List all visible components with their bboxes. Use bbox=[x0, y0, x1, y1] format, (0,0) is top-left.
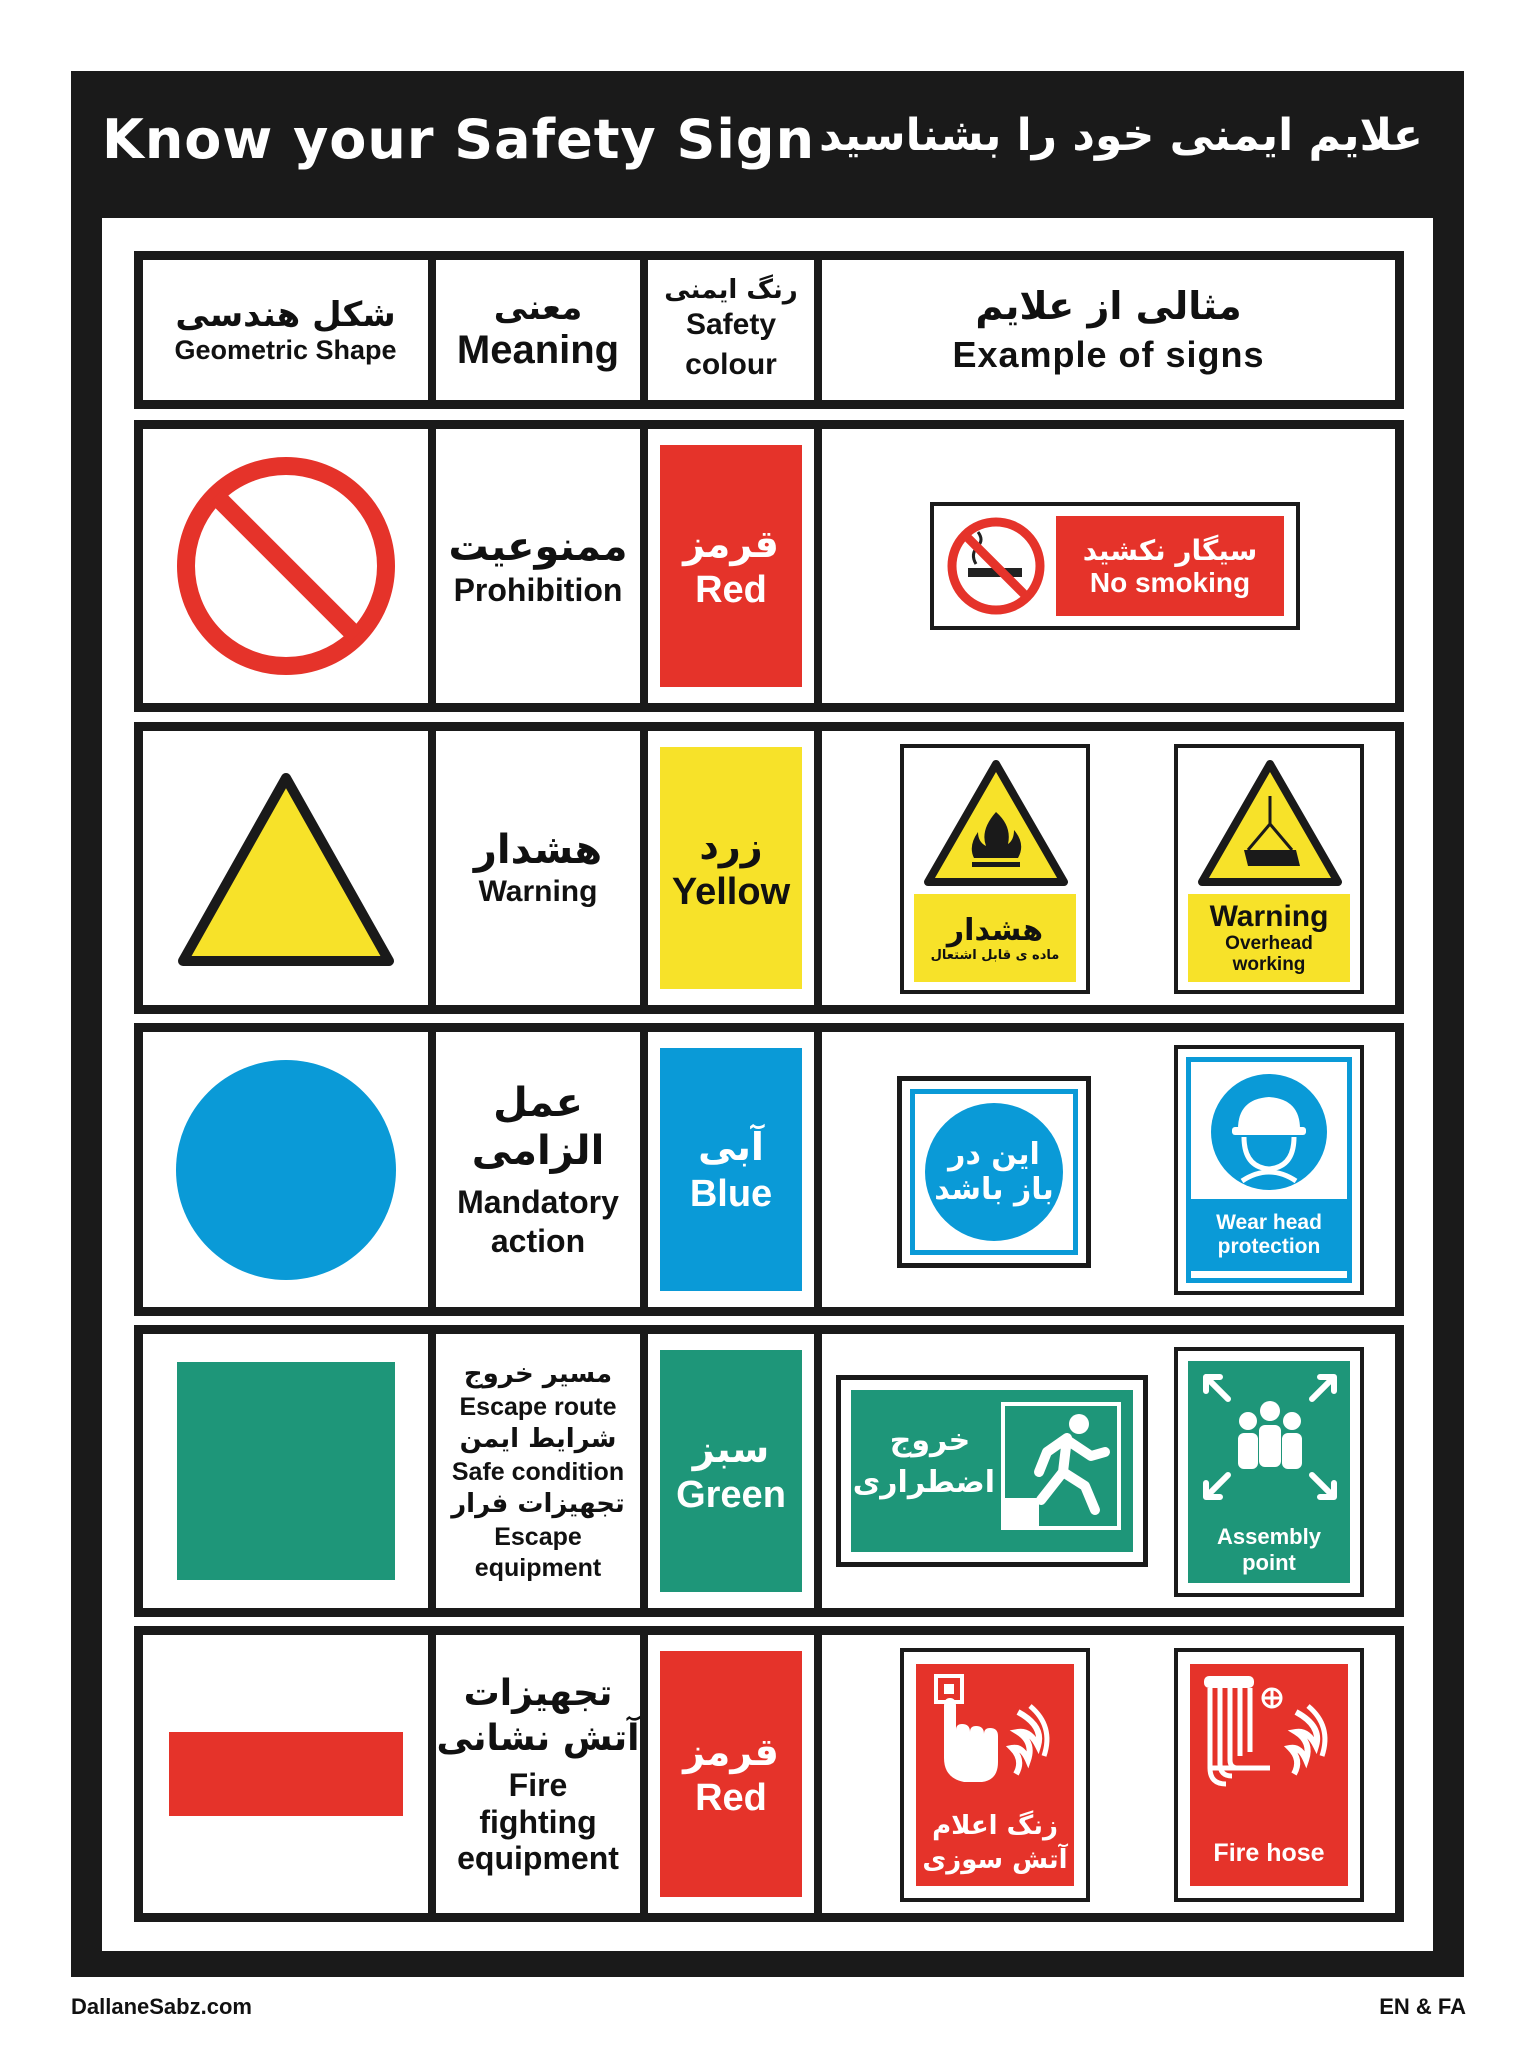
colour-cell bbox=[648, 731, 814, 1005]
fire-alarm-sign bbox=[900, 1648, 1090, 1902]
no-smoking-sign bbox=[930, 502, 1300, 630]
fire-alarm-icon bbox=[922, 1672, 1062, 1812]
assembly-point-icon bbox=[1196, 1367, 1344, 1507]
colour-en: Blue bbox=[689, 1172, 773, 1215]
header-shape-en: Geometric Shape bbox=[174, 334, 397, 365]
meaning-fa: ممنوعیت bbox=[448, 523, 628, 570]
colour-cell bbox=[648, 1635, 814, 1913]
meaning-en: Mandatory bbox=[457, 1184, 619, 1221]
fire-hose-icon bbox=[1196, 1672, 1342, 1822]
footer-language: EN & FA bbox=[1379, 1994, 1466, 2019]
meaning-en: Prohibition bbox=[453, 571, 623, 608]
meaning-fa: تجهیزات bbox=[463, 1672, 613, 1714]
shape-cell bbox=[143, 1334, 428, 1608]
example-cell bbox=[822, 1334, 1395, 1608]
meaning-fa: هشدار bbox=[473, 827, 603, 873]
colour-swatch-green bbox=[660, 1350, 802, 1592]
no-smoking-icon bbox=[946, 516, 1046, 616]
head-protection-label bbox=[1191, 1199, 1347, 1271]
meaning-en2: Safe condition bbox=[451, 1457, 625, 1486]
fire-hose-text-en: Fire hose bbox=[1213, 1839, 1325, 1867]
exit-text-fa: خروج bbox=[889, 1423, 971, 1458]
flammable-sign bbox=[900, 744, 1090, 994]
meaning-en3: equipment bbox=[457, 1840, 619, 1877]
assembly-text-en2: point bbox=[1242, 1549, 1296, 1575]
keep-open-border bbox=[910, 1089, 1078, 1255]
flammable-icon bbox=[922, 758, 1070, 888]
fire-hose-label bbox=[1190, 1839, 1348, 1868]
header-meaning-en: Meaning bbox=[456, 327, 620, 372]
no-smoking-label bbox=[1056, 516, 1284, 616]
fire-alarm-text-fa: زنگ اعلام bbox=[932, 1811, 1058, 1842]
meaning-cell bbox=[436, 429, 640, 703]
no-smoking-text-fa: سیگار نکشید bbox=[1082, 533, 1258, 567]
shape-cell bbox=[143, 731, 428, 1005]
overhead-text-en: Warning bbox=[1209, 900, 1329, 934]
shape-cell bbox=[143, 429, 428, 703]
mandatory-circle-icon bbox=[171, 1055, 401, 1285]
colour-fa: قرمز bbox=[683, 1729, 779, 1774]
meaning-en3: Escape bbox=[494, 1522, 582, 1551]
fire-alarm-panel bbox=[916, 1664, 1074, 1886]
fire-hose-panel bbox=[1190, 1664, 1348, 1886]
keep-open-text-fa: این در bbox=[948, 1137, 1040, 1172]
colour-swatch-red bbox=[660, 445, 802, 687]
colour-fa: زرد bbox=[699, 823, 763, 868]
meaning-cell bbox=[436, 1032, 640, 1307]
flammable-text-fa: هشدار bbox=[946, 913, 1044, 948]
title-persian: علایم ایمنی خود را بشناسید bbox=[818, 110, 1423, 161]
overhead-text-en3: working bbox=[1232, 954, 1306, 975]
head-protection-sign bbox=[1174, 1045, 1364, 1295]
row-safe-condition bbox=[134, 1325, 1404, 1617]
meaning-fa2: آتش نشانی bbox=[436, 1717, 640, 1759]
fire-hose-sign bbox=[1174, 1648, 1364, 1902]
colour-cell bbox=[648, 429, 814, 703]
assembly-label bbox=[1188, 1524, 1350, 1575]
colour-swatch-red bbox=[660, 1651, 802, 1897]
meaning-fa: عمل bbox=[493, 1080, 583, 1127]
table-header-row bbox=[134, 251, 1404, 409]
header-example-en: Example of signs bbox=[952, 334, 1265, 375]
emergency-exit-sign bbox=[836, 1375, 1148, 1567]
colour-en: Red bbox=[695, 569, 767, 612]
safe-square-icon bbox=[177, 1362, 395, 1580]
header-example bbox=[822, 260, 1395, 400]
overhead-label bbox=[1188, 894, 1350, 982]
prohibition-circle-icon bbox=[171, 451, 401, 681]
meaning-en: Fire bbox=[508, 1766, 568, 1803]
colour-en: Yellow bbox=[671, 871, 791, 914]
meaning-fa2: شرایط ایمن bbox=[459, 1423, 617, 1454]
no-smoking-text-en: No smoking bbox=[1089, 566, 1251, 598]
example-cell bbox=[822, 429, 1395, 703]
meaning-en4: equipment bbox=[474, 1553, 602, 1582]
keep-door-open-sign bbox=[897, 1076, 1091, 1268]
fire-alarm-label bbox=[916, 1810, 1074, 1878]
overhead-text-en2: Overhead bbox=[1225, 933, 1313, 955]
colour-fa: قرمز bbox=[683, 521, 779, 566]
header-colour-fa: رنگ ایمنی bbox=[664, 274, 798, 305]
meaning-cell bbox=[436, 1334, 640, 1608]
flammable-text-fa2: ماده ی قابل اشتعال bbox=[930, 948, 1060, 963]
overhead-working-sign bbox=[1174, 744, 1364, 994]
header-example-fa: مثالی از علایم bbox=[975, 284, 1242, 328]
overhead-load-icon bbox=[1196, 758, 1344, 888]
colour-fa: آبی bbox=[698, 1125, 764, 1170]
meaning-en2: action bbox=[490, 1222, 586, 1259]
meaning-en: Escape route bbox=[459, 1392, 617, 1421]
hard-hat-icon bbox=[1208, 1071, 1330, 1193]
meaning-cell bbox=[436, 731, 640, 1005]
head-protection-text-en: Wear head bbox=[1216, 1211, 1322, 1234]
meaning-fa: مسیر خروج bbox=[463, 1358, 613, 1389]
meaning-en2: fighting bbox=[479, 1803, 597, 1840]
keep-open-text-fa2: باز باشد bbox=[934, 1172, 1054, 1207]
row-fire-fighting bbox=[134, 1626, 1404, 1922]
meaning-en: Warning bbox=[478, 875, 598, 908]
row-prohibition bbox=[134, 420, 1404, 712]
example-cell bbox=[822, 731, 1395, 1005]
assembly-point-sign bbox=[1174, 1347, 1364, 1597]
colour-en: Red bbox=[695, 1777, 767, 1820]
warning-triangle-icon bbox=[171, 763, 401, 973]
head-protection-text-en2: protection bbox=[1217, 1235, 1321, 1258]
title-english: Know your Safety Sign bbox=[102, 108, 816, 171]
colour-cell bbox=[648, 1334, 814, 1608]
header-colour-en2: colour bbox=[685, 348, 777, 381]
assembly-text-en: Assembly bbox=[1217, 1524, 1321, 1550]
header-colour-en1: Safety bbox=[685, 307, 777, 341]
exit-label bbox=[852, 1420, 995, 1504]
meaning-fa3: تجهیزات فرار bbox=[451, 1488, 625, 1519]
header-shape-fa: شکل هندسی bbox=[175, 294, 396, 335]
colour-swatch-yellow bbox=[660, 747, 802, 989]
header-colour bbox=[648, 260, 814, 400]
colour-swatch-blue bbox=[660, 1048, 802, 1291]
header-shape bbox=[143, 260, 428, 400]
meaning-fa2: الزامی bbox=[471, 1128, 605, 1175]
footer-website: DallaneSabz.com bbox=[71, 1994, 252, 2019]
header-meaning-fa: معنی bbox=[493, 287, 583, 328]
example-cell bbox=[822, 1635, 1395, 1913]
assembly-panel bbox=[1188, 1361, 1350, 1583]
exit-text-fa2: اضطراری bbox=[852, 1465, 995, 1500]
colour-cell bbox=[648, 1032, 814, 1307]
fire-alarm-text-fa2: آتش سوزی bbox=[922, 1845, 1068, 1876]
meaning-cell bbox=[436, 1635, 640, 1913]
colour-en: Green bbox=[676, 1474, 786, 1517]
row-warning bbox=[134, 722, 1404, 1014]
row-mandatory bbox=[134, 1023, 1404, 1316]
keep-open-icon bbox=[925, 1103, 1063, 1241]
shape-cell bbox=[143, 1635, 428, 1913]
colour-fa: سبز bbox=[692, 1426, 770, 1471]
running-man-icon bbox=[1001, 1402, 1121, 1530]
shape-cell bbox=[143, 1032, 428, 1307]
example-cell bbox=[822, 1032, 1395, 1307]
exit-panel bbox=[851, 1390, 1133, 1552]
header-meaning bbox=[436, 260, 640, 400]
fire-rectangle-icon bbox=[169, 1732, 403, 1816]
flammable-label bbox=[914, 894, 1076, 982]
